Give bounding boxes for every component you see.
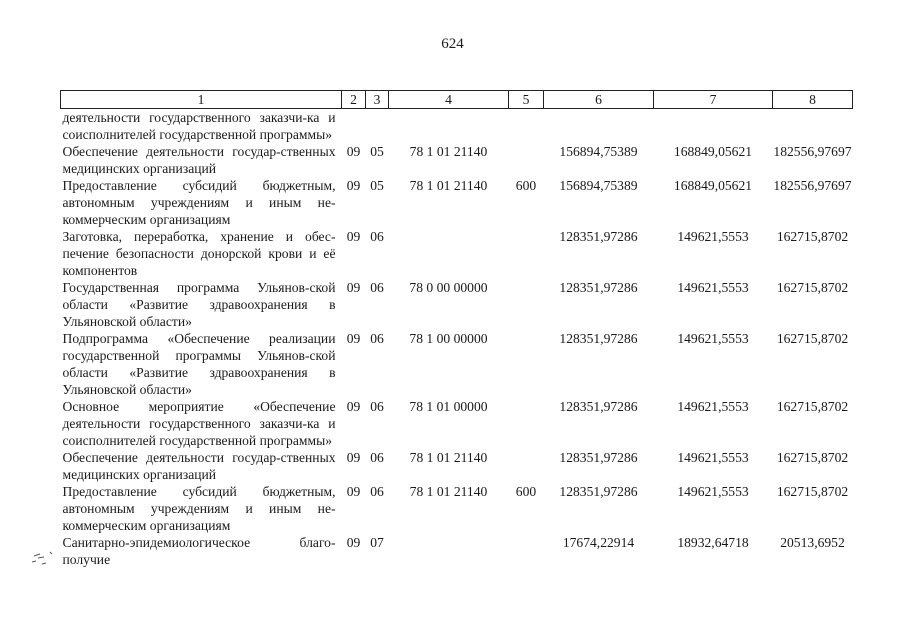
cell-subsection: 06 (370, 331, 384, 346)
cell-year-1: 128351,97286 (559, 484, 638, 499)
table-row (61, 534, 853, 568)
cell-expense-type (509, 279, 544, 330)
table-row (61, 483, 853, 534)
cell-expense-type (509, 398, 544, 449)
cell-section: 09 (346, 229, 361, 244)
cell-year-1: 128351,97286 (559, 280, 638, 295)
cell-section: 09 (346, 280, 361, 295)
cell-year-1: 128351,97286 (559, 331, 638, 346)
cell-target-article: 78 1 01 00000 (409, 399, 488, 414)
header-col-1: 1 (61, 91, 342, 109)
cell-target-article: 78 1 01 21140 (409, 484, 488, 499)
cell-year-2: 149621,5553 (677, 450, 749, 465)
cell-year-1: 128351,97286 (559, 450, 638, 465)
header-col-6: 6 (544, 91, 654, 109)
cell-year-2: 149621,5553 (677, 229, 749, 244)
table-row (61, 279, 853, 330)
cell-target-article (389, 109, 509, 144)
cell-name: Предоставление субсидий бюджетным, автономным учреждениям и иным не-коммерческим организациям (62, 484, 336, 533)
cell-section: 09 (346, 484, 361, 499)
table-body (61, 109, 853, 569)
cell-subsection: 05 (370, 144, 384, 159)
cell-target-article (389, 228, 509, 279)
cell-section: 09 (346, 450, 361, 465)
table-row (61, 449, 853, 483)
cell-year-1: 156894,75389 (559, 178, 638, 193)
cell-subsection: 06 (370, 280, 384, 295)
cell-subsection: 06 (370, 399, 384, 414)
table-row (61, 143, 853, 177)
cell-target-article: 78 1 00 00000 (409, 331, 488, 346)
cell-expense-type (509, 534, 544, 568)
cell-year-3: 162715,8702 (776, 484, 849, 499)
cell-section: 09 (346, 331, 361, 346)
cell-expense-type (509, 143, 544, 177)
budget-table (60, 90, 853, 568)
cell-name: Подпрограмма «Обеспечение реализации государственной программы Ульянов-ской области «Развитие здравоохранения в Ульяновской области» (62, 331, 336, 397)
header-col-3: 3 (366, 91, 389, 109)
cell-subsection: 05 (370, 178, 384, 193)
cell-expense-type (509, 449, 544, 483)
header-col-4: 4 (389, 91, 509, 109)
cell-year-1: 17674,22914 (562, 535, 635, 550)
cell-name: Предоставление субсидий бюджетным, автономным учреждениям и иным не-коммерческим организациям (62, 178, 336, 227)
cell-subsection (366, 109, 389, 144)
cell-year-2: 149621,5553 (677, 399, 749, 414)
table-row (61, 177, 853, 228)
cell-year-3: 182556,97697 (773, 178, 852, 193)
header-col-5: 5 (509, 91, 544, 109)
cell-target-article: 78 0 00 00000 (409, 280, 488, 295)
cell-section: 09 (346, 178, 361, 193)
cell-name: деятельности государственного заказчи-ка и соисполнителей государственной программы» (62, 110, 336, 142)
cell-section: 09 (346, 399, 361, 414)
cell-year-2: 168849,05621 (673, 144, 753, 159)
cell-year-3 (773, 109, 853, 144)
cell-target-article (389, 534, 509, 568)
cell-year-2: 149621,5553 (677, 331, 749, 346)
cell-year-2: 149621,5553 (677, 484, 749, 499)
cell-subsection: 07 (370, 535, 384, 550)
cell-subsection: 06 (370, 229, 384, 244)
cell-year-3: 162715,8702 (776, 280, 849, 295)
cell-expense-type: 600 (515, 484, 537, 499)
table-row (61, 228, 853, 279)
table-row (61, 398, 853, 449)
cell-target-article: 78 1 01 21140 (409, 178, 488, 193)
cell-name: Санитарно-эпидемиологическое благо-получие (62, 535, 336, 567)
cell-year-2: 18932,64718 (677, 535, 749, 550)
cell-name: Заготовка, переработка, хранение и обес-печение безопасности донорской крови и её компонентов (62, 229, 336, 278)
header-col-7: 7 (654, 91, 773, 109)
cell-name: Обеспечение деятельности государ-ственных медицинских организаций (62, 144, 336, 176)
cell-target-article: 78 1 01 21140 (409, 450, 488, 465)
header-col-2: 2 (342, 91, 366, 109)
cell-year-3: 20513,6952 (780, 535, 845, 550)
cell-expense-type (509, 228, 544, 279)
cell-year-3: 162715,8702 (776, 450, 849, 465)
cell-year-3: 162715,8702 (776, 229, 849, 244)
cell-year-3: 162715,8702 (776, 399, 849, 414)
header-col-8: 8 (773, 91, 853, 109)
cell-year-1: 128351,97286 (559, 229, 638, 244)
pen-mark (30, 548, 60, 568)
table-row (61, 330, 853, 398)
cell-expense-type (509, 109, 544, 144)
cell-year-2: 149621,5553 (677, 280, 749, 295)
cell-section: 09 (346, 144, 361, 159)
cell-year-1: 156894,75389 (559, 144, 638, 159)
cell-year-1: 128351,97286 (559, 399, 638, 414)
cell-name: Основное мероприятие «Обеспечение деятельности государственного заказчи-ка и соисполнителей государственной программы» (62, 399, 336, 448)
cell-name: Обеспечение деятельности государ-ственных медицинских организаций (62, 450, 336, 482)
cell-year-3: 182556,97697 (773, 144, 852, 159)
cell-year-2: 168849,05621 (673, 178, 753, 193)
cell-target-article: 78 1 01 21140 (409, 144, 488, 159)
cell-year-2 (654, 109, 773, 144)
cell-section: 09 (346, 535, 361, 550)
cell-subsection: 06 (370, 484, 384, 499)
table-row (61, 109, 853, 144)
cell-name: Государственная программа Ульянов-ской области «Развитие здравоохранения в Ульяновской области» (62, 280, 336, 329)
cell-year-1 (544, 109, 654, 144)
cell-year-3: 162715,8702 (776, 331, 849, 346)
table-header-row (61, 91, 853, 109)
cell-section (342, 109, 366, 144)
cell-expense-type (509, 330, 544, 398)
cell-expense-type: 600 (515, 178, 537, 193)
cell-subsection: 06 (370, 450, 384, 465)
page-number: 624 (441, 36, 464, 52)
